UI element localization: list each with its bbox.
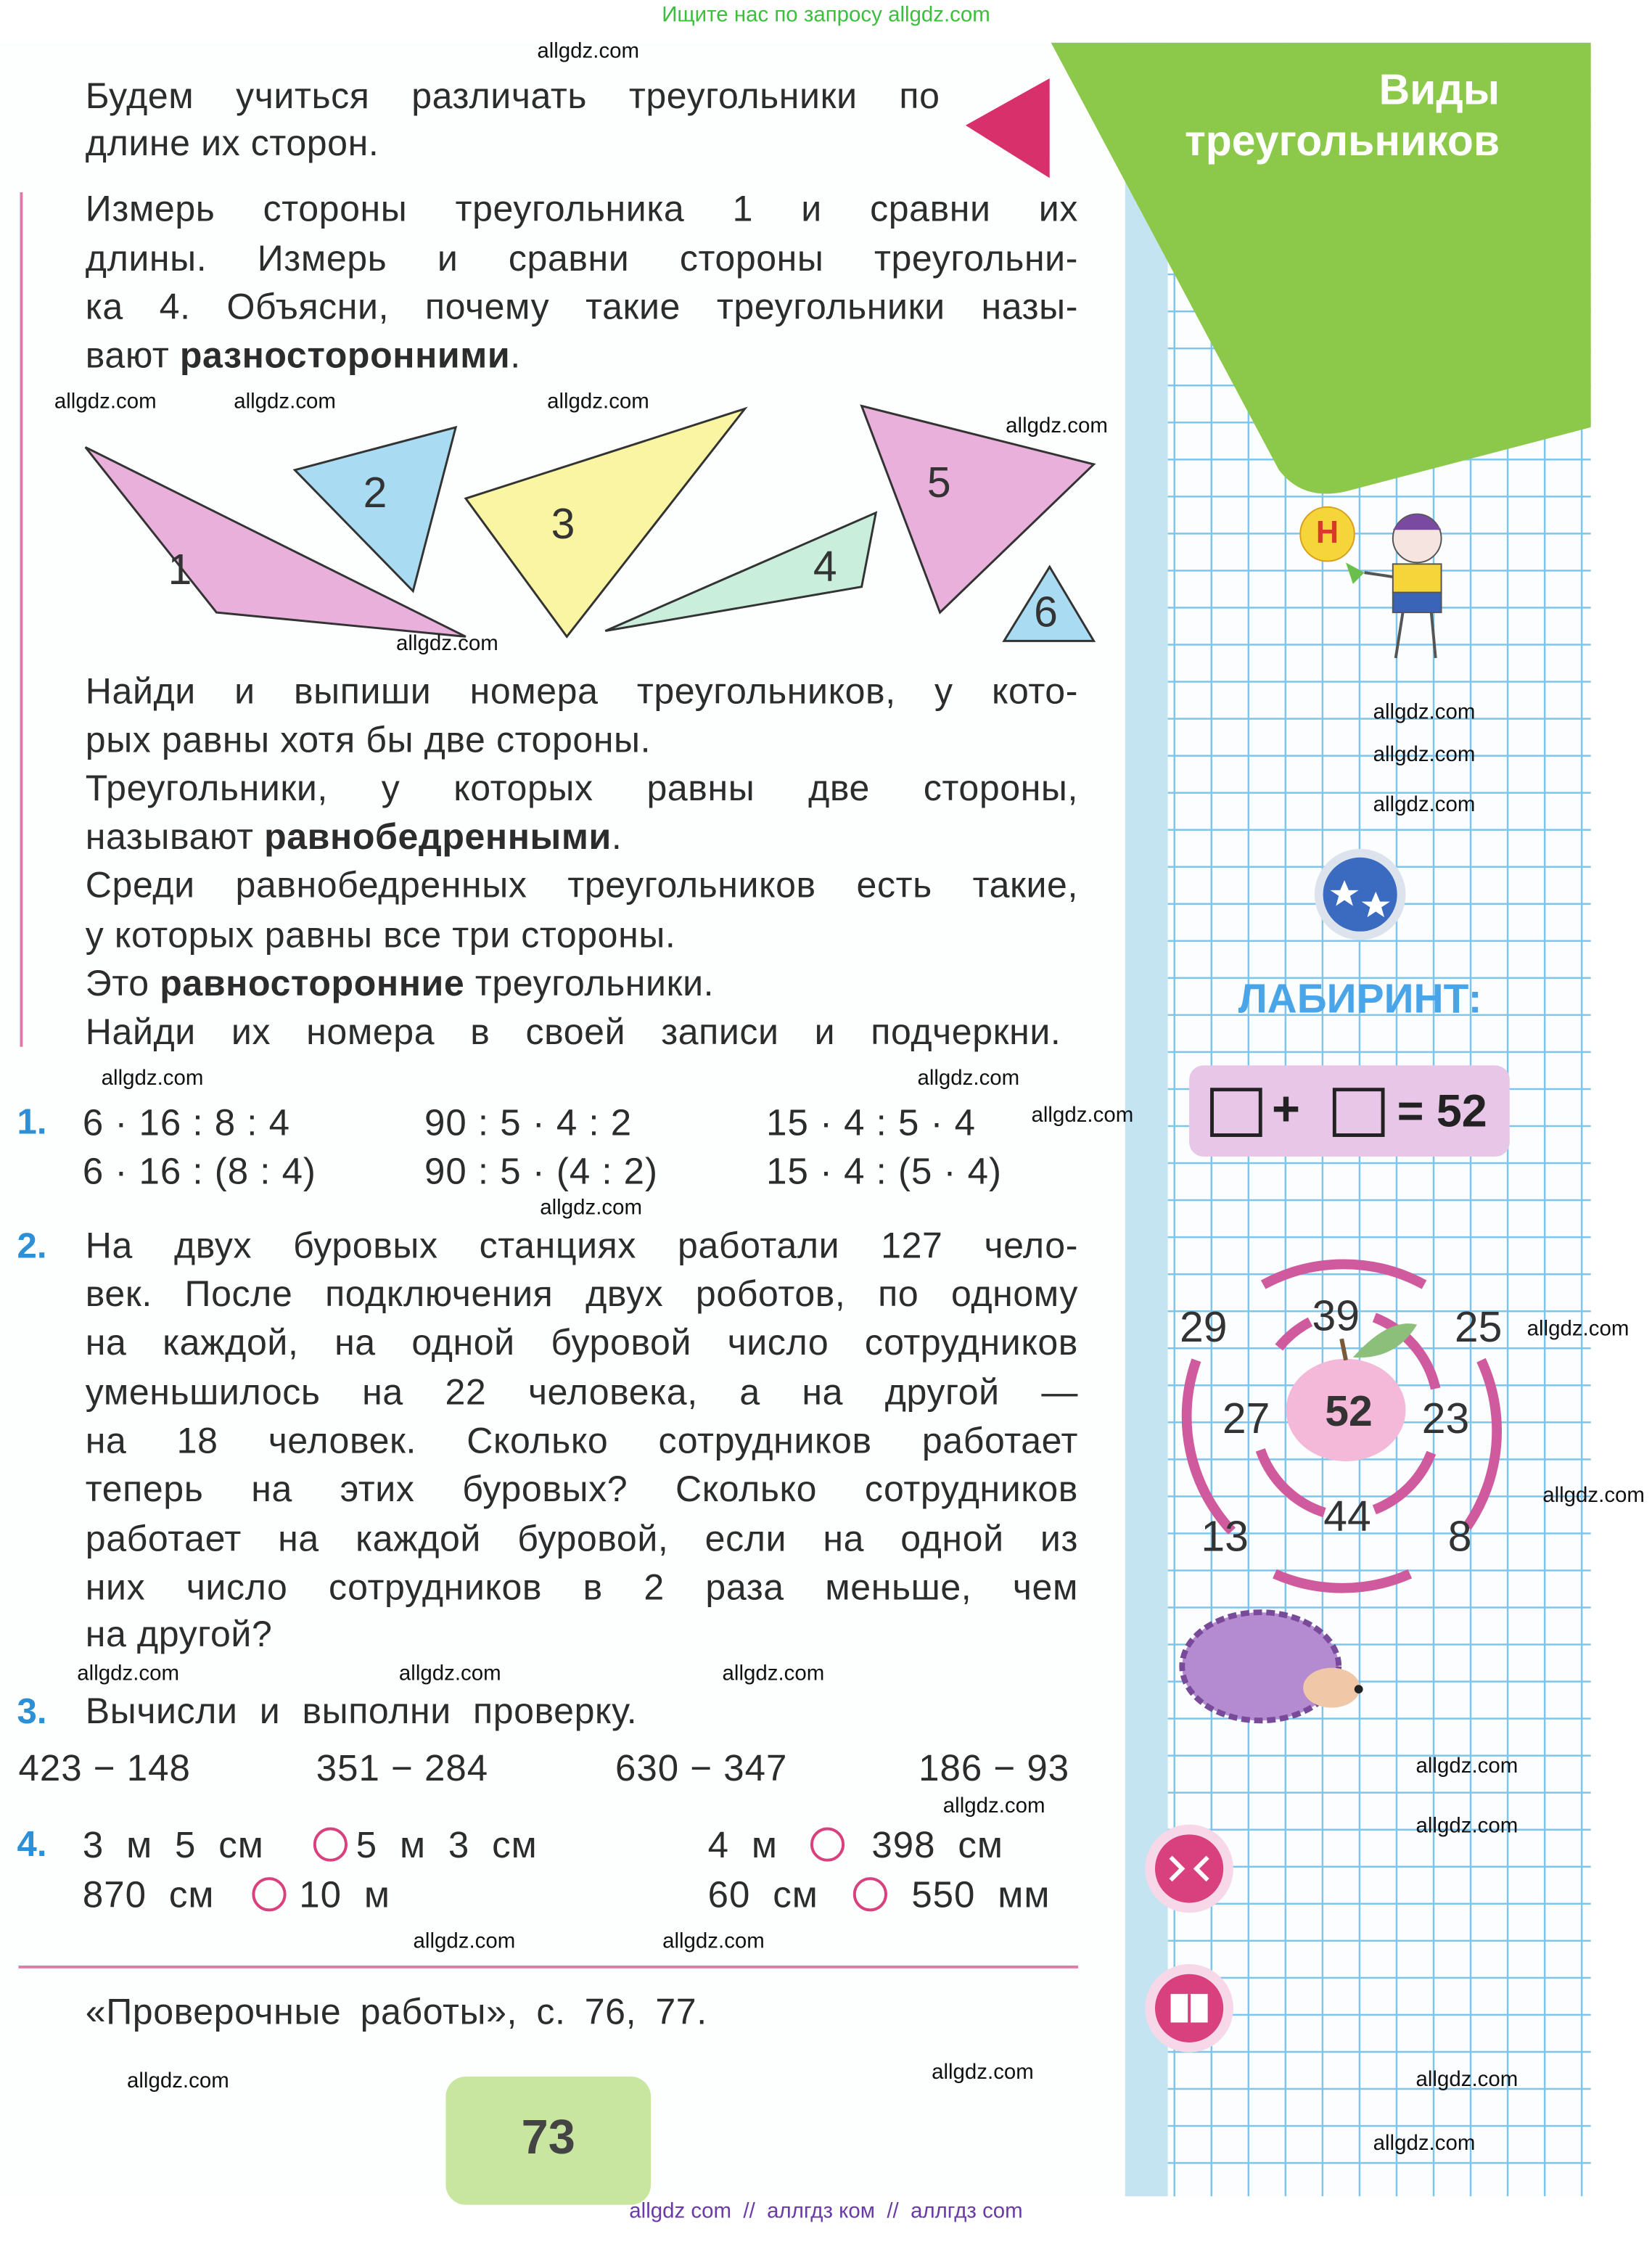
quantity: 10 м <box>299 1873 390 1916</box>
expression: 90 : 5 · 4 : 2 <box>424 1101 633 1144</box>
compare-icon <box>1145 1825 1233 1913</box>
quantity: 870 см <box>82 1873 215 1916</box>
page-number: 73 <box>521 2111 575 2165</box>
triangle-label-6: 6 <box>1034 589 1058 637</box>
page-title-line1: Виды <box>1378 67 1500 115</box>
watermark: allgdz.com <box>662 1929 765 1954</box>
quantity: 4 м <box>707 1823 778 1866</box>
para2-line: рых равны хотя бы две стороны. <box>85 720 652 761</box>
watermark: allgdz.com <box>1415 1813 1519 1839</box>
stars-badge-icon <box>1315 849 1406 940</box>
para2-line: Среди равнобедренных треугольников есть такие, <box>85 866 1078 906</box>
triangle-label-5: 5 <box>926 460 951 507</box>
expression: 6 · 16 : 8 : 4 <box>82 1101 290 1144</box>
triangle-label-1: 1 <box>168 546 192 594</box>
watermark: allgdz.com <box>1373 699 1476 725</box>
watermark: allgdz.com <box>54 389 157 414</box>
quantity: 60 см <box>707 1873 818 1916</box>
compare-circle[interactable] <box>853 1877 887 1911</box>
quantity: 5 м 3 см <box>356 1823 538 1866</box>
watermark: allgdz.com <box>1415 1754 1519 1778</box>
para2-line: у которых равны все три стороны. <box>85 916 676 956</box>
watermark: allgdz.com <box>1373 2131 1476 2156</box>
task2-line: На двух буровых станциях работали 127 чело- <box>85 1226 1078 1267</box>
watermark: allgdz.com <box>1415 2067 1519 2092</box>
watermark: allgdz.com <box>1373 792 1476 817</box>
maze-number: 8 <box>1447 1514 1472 1561</box>
task-number-3: 3. <box>17 1692 47 1733</box>
intro-line: Будем учиться различать треугольники по <box>85 77 940 117</box>
task-number-1: 1. <box>17 1102 47 1143</box>
expression: 15 · 4 : 5 · 4 <box>766 1101 977 1144</box>
watermark: allgdz.com <box>413 1929 516 1954</box>
para1-line: Измерь стороны треугольника 1 и сравни их <box>85 189 1078 230</box>
watermark: allgdz.com <box>234 389 336 414</box>
book-icon <box>1145 1964 1233 2053</box>
reference-text: «Проверочные работы», с. 76, 77. <box>85 1992 707 2033</box>
maze-number: 13 <box>1201 1514 1249 1561</box>
text: треугольники. <box>464 964 715 1004</box>
watermark: allgdz.com <box>942 1794 1045 1818</box>
watermark: allgdz.com <box>396 631 498 656</box>
maze-number: 27 <box>1222 1395 1270 1443</box>
task-number-2: 2. <box>17 1226 47 1267</box>
equation-result: = 52 <box>1397 1085 1487 1137</box>
task2-line: на 18 человек. Сколько сотрудников работает <box>85 1421 1078 1462</box>
task2-line: уменьшилось на 22 человека, а на другой — <box>85 1373 1078 1413</box>
term-scalene: разносторонними <box>179 336 511 377</box>
compare-circle[interactable] <box>810 1828 845 1862</box>
task3-text: Вычисли и выполни проверку. <box>85 1692 638 1733</box>
task-number-4: 4. <box>17 1824 47 1865</box>
para2-line <box>86 960 1078 1009</box>
expression: 90 : 5 · (4 : 2) <box>424 1149 659 1193</box>
expression: 423 − 148 <box>18 1746 191 1789</box>
text: . <box>510 336 521 377</box>
para2-line: Найди их номера в своей записи и подчеркни. <box>85 1012 1061 1053</box>
task2-line: век. После подключения двух роботов, по одному <box>85 1274 1078 1315</box>
para1-line: ка 4. Объясни, почему такие треугольники назы- <box>85 287 1078 328</box>
para1-line <box>86 332 1078 380</box>
text: . <box>611 817 622 858</box>
compare-circle[interactable] <box>252 1877 286 1911</box>
triangle-label-2: 2 <box>363 469 387 517</box>
watermark: allgdz.com <box>932 2060 1034 2085</box>
expression: 351 − 284 <box>316 1746 489 1789</box>
watermark: allgdz.com <box>917 1066 1020 1091</box>
task2-line: на другой? <box>85 1615 273 1656</box>
maze-number: 29 <box>1179 1305 1228 1352</box>
expression: 6 · 16 : (8 : 4) <box>82 1149 316 1193</box>
quantity: 550 мм <box>911 1873 1051 1916</box>
task2-line: них число сотрудников в 2 раза меньше, чем <box>85 1568 1078 1609</box>
watermark: allgdz.com <box>540 1195 643 1220</box>
expression: 15 · 4 : (5 · 4) <box>766 1149 1002 1193</box>
page-title <box>1168 65 1500 168</box>
hedgehog-icon <box>1182 1612 1363 1720</box>
quantity: 3 м 5 см <box>82 1823 264 1866</box>
watermark: allgdz.com <box>101 1066 204 1091</box>
maze-number: 25 <box>1454 1305 1503 1352</box>
watermark: allgdz.com <box>547 389 649 414</box>
triangle-label-4: 4 <box>813 543 837 591</box>
watermark: allgdz.com <box>1542 1483 1645 1508</box>
quantity: 398 см <box>871 1823 1003 1866</box>
watermark: allgdz.com <box>126 2069 229 2093</box>
watermark: allgdz.com <box>1031 1103 1134 1128</box>
bottom-banner: allgdz com // аллгдз ком // аллгдз com <box>629 2198 1023 2224</box>
watermark: allgdz.com <box>1373 742 1476 768</box>
task2-line: теперь на этих буровых? Сколько сотрудников <box>85 1469 1078 1510</box>
para1-line: длины. Измерь и сравни стороны треугольни- <box>85 239 1078 279</box>
triangle-label-3: 3 <box>551 501 575 549</box>
top-banner: Ищите нас по запросу allgdz.com <box>662 2 990 28</box>
maze-target-number: 52 <box>1325 1388 1373 1436</box>
page-title-line2: треугольников <box>1184 118 1500 165</box>
para2-line: Треугольники, у которых равны две стороны, <box>85 769 1078 809</box>
text: называют <box>85 817 265 858</box>
expression: 630 − 347 <box>615 1746 788 1789</box>
compare-circle[interactable] <box>313 1828 348 1862</box>
text: Это <box>85 964 160 1004</box>
watermark: allgdz.com <box>1006 414 1108 438</box>
maze-number: 23 <box>1421 1395 1470 1443</box>
para2-line: Найди и выпиши номера треугольников, у кото- <box>85 672 1078 713</box>
task2-line: работает на каждой буровой, если на одной из <box>85 1519 1078 1560</box>
watermark: allgdz.com <box>398 1661 501 1686</box>
expression: 186 − 93 <box>919 1746 1070 1789</box>
watermark: allgdz.com <box>77 1661 180 1686</box>
plus-sign: + <box>1271 1082 1300 1137</box>
maze-number: 44 <box>1323 1494 1371 1541</box>
watermark: allgdz.com <box>722 1661 825 1686</box>
task2-line: на каждой, на одной буровой число сотрудников <box>85 1323 1078 1363</box>
term-isosceles: равнобедренными <box>264 817 612 858</box>
text: вают <box>85 336 180 377</box>
labyrinth-title: ЛАБИРИНТ: <box>1238 977 1482 1023</box>
maze-number: 39 <box>1312 1293 1360 1341</box>
term-equilateral: равносторонние <box>160 964 465 1004</box>
watermark: allgdz.com <box>1526 1316 1630 1342</box>
intro-line: длине их сторон. <box>85 123 379 164</box>
watermark: allgdz.com <box>537 38 640 64</box>
letter-badge: Н <box>1315 514 1339 550</box>
para2-line <box>86 813 1078 862</box>
